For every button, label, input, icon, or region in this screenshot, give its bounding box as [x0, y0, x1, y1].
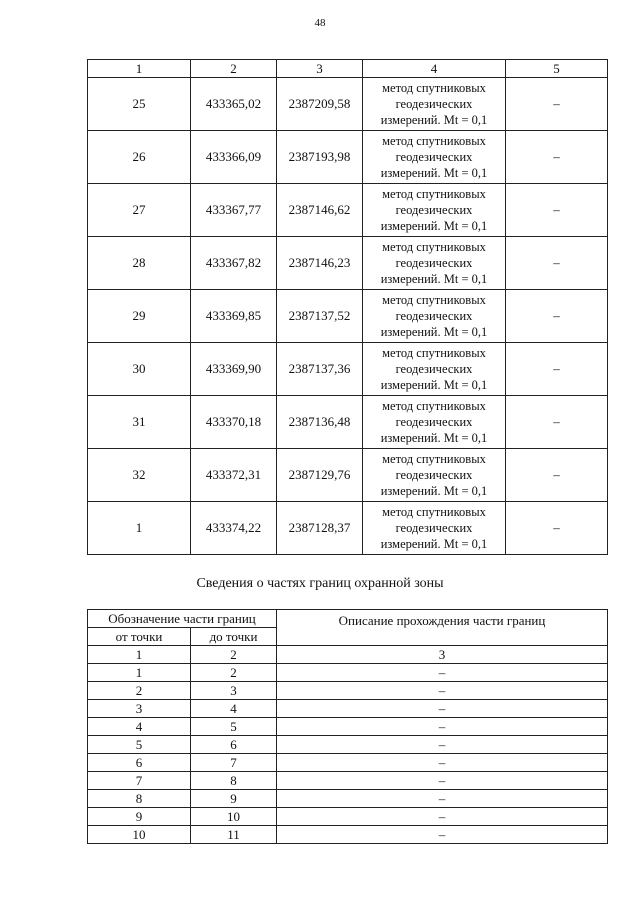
method-line: измерений. Mt = 0,1: [380, 272, 488, 286]
method-line: измерений. Mt = 0,1: [380, 166, 488, 180]
x-coordinate: 433370,18: [191, 396, 277, 449]
point-number: 29: [88, 290, 191, 343]
from-point: 8: [88, 790, 191, 808]
method-line: измерений. Mt = 0,1: [380, 484, 488, 498]
part-description: –: [277, 790, 608, 808]
from-point: 9: [88, 808, 191, 826]
point-number: 30: [88, 343, 191, 396]
method-line: метод спутниковых: [382, 81, 486, 95]
part-description: –: [277, 664, 608, 682]
parts-column-number-1: 1: [88, 646, 191, 664]
coordinate-row: [88, 343, 608, 396]
y-coordinate: 2387146,23: [277, 237, 363, 290]
method-line: измерений. Mt = 0,1: [380, 431, 488, 445]
coordinate-row: [88, 290, 608, 343]
boundary-part-row: [88, 664, 608, 682]
column-number-2: 2: [191, 60, 277, 78]
x-coordinate: 433365,02: [191, 78, 277, 131]
method-line: геодезических: [395, 256, 473, 270]
method-line: геодезических: [395, 203, 473, 217]
column-number-1: 1: [88, 60, 191, 78]
method-line: геодезических: [395, 309, 473, 323]
method-line: геодезических: [395, 468, 473, 482]
coordinate-row: [88, 237, 608, 290]
x-coordinate: 433369,90: [191, 343, 277, 396]
method-line: измерений. Mt = 0,1: [380, 325, 488, 339]
parts-column-number-2: 2: [191, 646, 277, 664]
part-description: –: [277, 700, 608, 718]
from-point: 5: [88, 736, 191, 754]
to-point: 3: [191, 682, 277, 700]
method-line: метод спутниковых: [382, 187, 486, 201]
boundary-part-row: [88, 682, 608, 700]
method-line: метод спутниковых: [382, 240, 486, 254]
point-number: 28: [88, 237, 191, 290]
x-coordinate: 433366,09: [191, 131, 277, 184]
section-title: Сведения о частях границ охранной зоны: [196, 576, 444, 591]
from-point: 6: [88, 754, 191, 772]
part-description: –: [277, 808, 608, 826]
method-line: измерений. Mt = 0,1: [380, 219, 488, 233]
part-description: –: [277, 736, 608, 754]
point-number: 1: [88, 502, 191, 555]
from-point: 4: [88, 718, 191, 736]
determination-method: [363, 290, 506, 343]
part-description: –: [277, 754, 608, 772]
y-coordinate: 2387128,37: [277, 502, 363, 555]
to-point: 8: [191, 772, 277, 790]
boundary-part-row: [88, 772, 608, 790]
to-point: 5: [191, 718, 277, 736]
part-description: –: [277, 718, 608, 736]
determination-method: [363, 396, 506, 449]
method-line: геодезических: [395, 150, 473, 164]
y-coordinate: 2387129,76: [277, 449, 363, 502]
to-point: 4: [191, 700, 277, 718]
from-point-header: от точки: [88, 628, 191, 646]
method-line: метод спутниковых: [382, 293, 486, 307]
from-point: 10: [88, 826, 191, 844]
boundary-part-row: [88, 754, 608, 772]
point-number: 26: [88, 131, 191, 184]
boundary-part-designation-header: Обозначение части границ: [88, 610, 277, 628]
coordinate-row: [88, 396, 608, 449]
method-line: геодезических: [395, 415, 473, 429]
method-line: метод спутниковых: [382, 505, 486, 519]
to-point: 2: [191, 664, 277, 682]
boundary-part-row: [88, 736, 608, 754]
x-coordinate: 433369,85: [191, 290, 277, 343]
point-note: –: [506, 449, 608, 502]
coordinate-row: [88, 184, 608, 237]
parts-group-header-row: [88, 610, 608, 628]
method-line: измерений. Mt = 0,1: [380, 378, 488, 392]
part-description: –: [277, 826, 608, 844]
to-point: 7: [191, 754, 277, 772]
method-line: метод спутниковых: [382, 452, 486, 466]
y-coordinate: 2387137,52: [277, 290, 363, 343]
determination-method: [363, 343, 506, 396]
coordinate-row: [88, 131, 608, 184]
coordinates-table: [87, 59, 608, 555]
point-note: –: [506, 396, 608, 449]
to-point: 11: [191, 826, 277, 844]
to-point-header: до точки: [191, 628, 277, 646]
point-number: 31: [88, 396, 191, 449]
from-point: 1: [88, 664, 191, 682]
to-point: 10: [191, 808, 277, 826]
parts-column-number-3: 3: [277, 646, 608, 664]
determination-method: [363, 237, 506, 290]
description-header: Описание прохождения части границ: [277, 610, 608, 646]
boundary-part-row: [88, 700, 608, 718]
point-note: –: [506, 343, 608, 396]
boundary-parts-table: [87, 609, 608, 844]
point-number: 27: [88, 184, 191, 237]
to-point: 9: [191, 790, 277, 808]
boundary-part-row: [88, 718, 608, 736]
column-number-4: 4: [363, 60, 506, 78]
point-note: –: [506, 502, 608, 555]
coordinate-row: [88, 78, 608, 131]
boundary-part-row: [88, 808, 608, 826]
from-point: 3: [88, 700, 191, 718]
method-line: метод спутниковых: [382, 399, 486, 413]
point-note: –: [506, 78, 608, 131]
boundary-part-row: [88, 826, 608, 844]
parts-number-row: [88, 646, 608, 664]
y-coordinate: 2387146,62: [277, 184, 363, 237]
point-note: –: [506, 237, 608, 290]
coordinate-row: [88, 502, 608, 555]
determination-method: [363, 131, 506, 184]
x-coordinate: 433372,31: [191, 449, 277, 502]
method-line: измерений. Mt = 0,1: [380, 537, 488, 551]
boundary-part-row: [88, 790, 608, 808]
method-line: метод спутниковых: [382, 346, 486, 360]
method-line: геодезических: [395, 362, 473, 376]
x-coordinate: 433367,77: [191, 184, 277, 237]
x-coordinate: 433367,82: [191, 237, 277, 290]
method-line: геодезических: [395, 521, 473, 535]
point-number: 25: [88, 78, 191, 131]
from-point: 7: [88, 772, 191, 790]
coordinates-header-row: [88, 60, 608, 78]
y-coordinate: 2387137,36: [277, 343, 363, 396]
y-coordinate: 2387136,48: [277, 396, 363, 449]
y-coordinate: 2387209,58: [277, 78, 363, 131]
y-coordinate: 2387193,98: [277, 131, 363, 184]
determination-method: [363, 449, 506, 502]
point-note: –: [506, 184, 608, 237]
column-number-3: 3: [277, 60, 363, 78]
determination-method: [363, 78, 506, 131]
coordinate-row: [88, 449, 608, 502]
point-number: 32: [88, 449, 191, 502]
determination-method: [363, 502, 506, 555]
part-description: –: [277, 772, 608, 790]
point-note: –: [506, 131, 608, 184]
method-line: геодезических: [395, 97, 473, 111]
column-number-5: 5: [506, 60, 608, 78]
x-coordinate: 433374,22: [191, 502, 277, 555]
point-note: –: [506, 290, 608, 343]
method-line: метод спутниковых: [382, 134, 486, 148]
part-description: –: [277, 682, 608, 700]
determination-method: [363, 184, 506, 237]
method-line: измерений. Mt = 0,1: [380, 113, 488, 127]
page-number: 48: [314, 17, 326, 29]
from-point: 2: [88, 682, 191, 700]
to-point: 6: [191, 736, 277, 754]
